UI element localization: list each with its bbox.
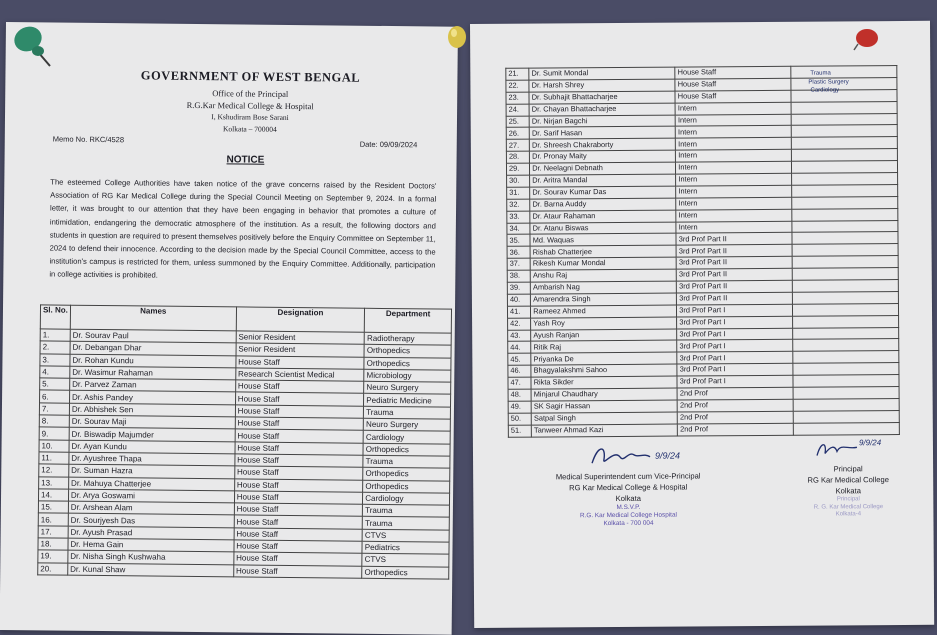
row-number: 13. <box>39 476 69 489</box>
row-number: 5. <box>40 378 70 391</box>
row-name: Dr. Harsh Shrey <box>529 79 675 92</box>
row-name: Rameez Ahmed <box>531 305 677 318</box>
header-sl: Sl. No. <box>40 305 70 329</box>
notice-page-right <box>470 21 934 628</box>
row-designation: Intern <box>676 197 792 210</box>
office-line: Office of the Principal <box>212 88 289 99</box>
row-designation: 3rd Prof Part II <box>676 257 792 270</box>
row-name: Dr. Arshean Alam <box>68 501 234 515</box>
row-number: 46. <box>508 365 531 377</box>
row-name: Dr. Shreesh Chakraborty <box>529 138 675 151</box>
row-number: 30. <box>507 175 530 187</box>
row-designation: House Staff <box>234 466 363 480</box>
green-pin-icon <box>8 22 58 68</box>
row-department-empty <box>793 315 899 328</box>
row-name: Dr. Abhishek Sen <box>69 403 235 417</box>
row-number: 28. <box>506 151 529 163</box>
row-department-empty <box>791 101 897 114</box>
row-number: 37. <box>507 258 530 270</box>
header-department: Department <box>365 308 452 333</box>
row-name: Dr. Biswadip Majumder <box>69 428 235 442</box>
row-name: Dr. Nirjan Bagchi <box>529 115 675 128</box>
row-designation: 2nd Prof <box>677 399 793 412</box>
row-department: Trauma <box>363 455 450 468</box>
row-designation: House Staff <box>234 478 363 492</box>
row-designation: House Staff <box>235 380 364 394</box>
row-name: Dr. Mahuya Chatterjee <box>69 477 235 491</box>
row-number: 34. <box>507 223 530 235</box>
row-department-empty <box>793 363 899 376</box>
row-designation: 2nd Prof <box>677 411 793 424</box>
row-department: Orthopedics <box>363 443 450 456</box>
principal-city: Kolkata <box>835 486 861 496</box>
principal-stamp-line: Principal <box>836 496 860 503</box>
row-name: Dr. Kunal Shaw <box>68 563 234 577</box>
msvp-stamp-line: Kolkata - 700 004 <box>603 519 654 528</box>
row-department-empty <box>793 291 899 304</box>
row-number: 15. <box>38 501 68 514</box>
row-name: Priyanka De <box>531 352 677 365</box>
header-names: Names <box>70 305 236 331</box>
row-number: 11. <box>39 452 69 465</box>
row-name: Dr. Neelagni Debnath <box>530 162 676 175</box>
notice-body: The esteemed College Authorities have taken notice of the grave concerns raised by the Resident Doctors' Association of RG Kar Medical College during the Special Council Meeting on September 9, 2024. In a formal letter, it was brought to our attention that they have been engaging in behavior that promotes a culture of intimidation, endangering the democratic atmosphere of the institution. As a result, the following doctors and students in question are required to present themselves positively before the Enquiry Committee on September 11, 2024 to defend their innocence. According to the decision made by the Special Council Committee, access to the institution's campus is restricted for them, unless summoned by the Enquiry Committee. Additionally, participation in college activities is prohibited. <box>49 177 437 281</box>
row-department-empty <box>792 280 898 293</box>
row-designation: House Staff <box>234 540 363 554</box>
row-name: Rishab Chatterjee <box>530 245 676 258</box>
row-department-empty <box>792 244 898 257</box>
row-name: Ambarish Nag <box>530 281 676 294</box>
row-number: 42. <box>508 318 531 330</box>
row-number: 20. <box>38 563 68 576</box>
row-designation: 3rd Prof Part I <box>677 364 793 377</box>
row-designation: 3rd Prof Part I <box>677 340 793 353</box>
header-designation: Designation <box>236 307 365 332</box>
row-designation: 3rd Prof Part II <box>676 233 792 246</box>
row-department: Trauma <box>362 517 449 530</box>
row-number: 21. <box>506 68 529 80</box>
row-designation: Intern <box>676 185 792 198</box>
row-designation: Research Scientist Medical <box>236 368 365 382</box>
msvp-signature <box>588 441 658 471</box>
row-name: Dr. Subhajit Bhattacharjee <box>529 91 675 104</box>
row-designation: House Staff <box>234 552 363 566</box>
row-department-empty <box>791 137 897 150</box>
row-designation: 2nd Prof <box>677 387 793 400</box>
side-note: Plastic Surgery <box>808 78 849 86</box>
accused-table-left <box>37 304 452 579</box>
row-department: CTVS <box>362 554 449 567</box>
row-number: 27. <box>506 139 529 151</box>
row-designation: House Staff <box>234 528 363 542</box>
row-number: 44. <box>508 342 531 354</box>
row-name: Dr. Pronay Maity <box>530 150 676 163</box>
row-designation: House Staff <box>236 356 365 370</box>
row-designation: House Staff <box>235 405 364 419</box>
row-name: Dr. Parvez Zaman <box>70 378 236 392</box>
principal-college: RG Kar Medical College <box>807 475 889 485</box>
government-title: GOVERNMENT OF WEST BENGAL <box>140 68 361 85</box>
row-name: Dr. Sourav Maji <box>69 415 235 429</box>
row-name: Ritik Raj <box>531 341 677 354</box>
row-name: Dr. Arya Goswami <box>68 489 234 503</box>
row-number: 2. <box>40 341 70 354</box>
row-department-empty <box>792 161 898 174</box>
row-designation: House Staff <box>234 491 363 505</box>
principal-signature-block <box>773 433 924 520</box>
row-designation: Intern <box>676 221 792 234</box>
row-name: Rikesh Kumar Mondal <box>530 257 676 270</box>
row-department-empty <box>793 351 899 364</box>
row-number: 32. <box>507 199 530 211</box>
row-department: Pediatric Medicine <box>364 394 451 407</box>
row-designation: 3rd Prof Part I <box>677 375 793 388</box>
row-name: Dr. Suman Hazra <box>69 464 235 478</box>
row-department: Orthopedics <box>363 480 450 493</box>
msvp-stamp-line: M.S.V.P. <box>616 503 641 511</box>
row-name: Dr. Atanu Biswas <box>530 222 676 235</box>
row-number: 48. <box>508 389 531 401</box>
row-name: Dr. Ayush Prasad <box>68 526 234 540</box>
row-number: 51. <box>508 425 531 437</box>
row-name: Anshu Raj <box>530 269 676 282</box>
row-department: Orthopedics <box>364 357 451 370</box>
row-number: 45. <box>508 353 531 365</box>
row-department-empty <box>792 232 898 245</box>
row-department: Orthopedics <box>362 566 449 579</box>
row-name: Rikta Sikder <box>531 376 677 389</box>
row-name: Dr. Ayan Kundu <box>69 440 235 454</box>
row-department-empty <box>792 256 898 269</box>
row-name: Dr. Sourav Paul <box>70 329 236 343</box>
institution-line: R.G.Kar Medical College & Hospital <box>186 99 314 112</box>
side-note: Trauma <box>810 70 831 77</box>
row-department: Cardiology <box>363 431 450 444</box>
red-pin-icon <box>852 26 880 52</box>
row-number: 40. <box>507 294 530 306</box>
row-designation: 3rd Prof Part I <box>677 304 793 317</box>
row-department-empty <box>793 398 899 411</box>
msvp-title: Medical Superintendent cum Vice-Principal <box>555 471 701 482</box>
row-designation: House Staff <box>235 392 364 406</box>
row-number: 49. <box>508 401 531 413</box>
row-number: 3. <box>40 353 70 366</box>
row-name: Bhagyalakshmi Sahoo <box>531 364 677 377</box>
side-note: Cardiology <box>810 87 840 94</box>
accused-table-right <box>505 65 900 437</box>
row-department: Pediatrics <box>362 541 449 554</box>
row-number: 47. <box>508 377 531 389</box>
row-department: CTVS <box>362 529 449 542</box>
notice-heading: NOTICE <box>226 154 265 166</box>
row-number: 4. <box>40 366 70 379</box>
row-name: Dr. Chayan Bhattacharjee <box>529 103 675 116</box>
row-name: Dr. Ashis Pandey <box>69 391 235 405</box>
row-name: Dr. Sourav Kumar Das <box>530 186 676 199</box>
row-number: 10. <box>39 440 69 453</box>
row-designation: House Staff <box>675 90 791 103</box>
row-number: 12. <box>39 464 69 477</box>
row-number: 9. <box>39 427 69 440</box>
row-department-empty <box>793 303 899 316</box>
row-department: Radiotherapy <box>364 332 451 345</box>
row-number: 36. <box>507 246 530 258</box>
row-name: Dr. Wasimur Rahaman <box>70 366 236 380</box>
principal-title: Principal <box>833 464 863 474</box>
row-name: Dr. Ataur Rahaman <box>530 210 676 223</box>
msvp-signature-block <box>503 440 754 529</box>
row-name: Dr. Sarif Hasan <box>529 127 675 140</box>
msvp-city: Kolkata <box>615 493 642 503</box>
msvp-handwritten-date: 9/9/24 <box>654 450 681 461</box>
row-department-empty <box>791 125 897 138</box>
row-department: Neuro Surgery <box>364 381 451 394</box>
row-number: 16. <box>38 513 68 526</box>
row-designation: Intern <box>675 102 791 115</box>
row-name: Dr. Barna Auddy <box>530 198 676 211</box>
row-department-empty <box>793 387 899 400</box>
row-number: 41. <box>507 306 530 318</box>
memo-number: Memo No. RKC/4528 <box>52 134 125 145</box>
msvp-college: RG Kar Medical College & Hospital <box>569 482 688 493</box>
row-number: 17. <box>38 526 68 539</box>
row-number: 6. <box>40 390 70 403</box>
row-designation: 2nd Prof <box>678 423 794 436</box>
row-number: 38. <box>507 270 530 282</box>
row-name: Tanweer Ahmad Kazi <box>531 424 677 437</box>
row-number: 18. <box>38 538 68 551</box>
row-designation: Senior Resident <box>236 343 365 357</box>
row-name: Dr. Ayushree Thapa <box>69 452 235 466</box>
row-number: 43. <box>508 330 531 342</box>
msvp-stamp-line: R.G. Kar Medical College Hospital <box>579 511 677 520</box>
row-name: Dr. Aritra Mandal <box>530 174 676 187</box>
row-number: 39. <box>507 282 530 294</box>
row-name: Md. Waquas <box>530 234 676 247</box>
row-department-empty <box>791 113 897 126</box>
row-designation: Intern <box>676 138 792 151</box>
row-number: 24. <box>506 104 529 116</box>
row-number: 33. <box>507 211 530 223</box>
row-number: 7. <box>39 403 69 416</box>
row-designation: House Staff <box>235 429 364 443</box>
principal-stamp-line: Kolkata-4 <box>835 511 862 518</box>
row-department: Neuro Surgery <box>364 418 451 431</box>
row-number: 25. <box>506 116 529 128</box>
memo-date: Date: 09/09/2024 <box>359 139 418 150</box>
row-designation: Intern <box>676 149 792 162</box>
row-department-empty <box>792 268 898 281</box>
row-designation: House Staff <box>675 66 791 79</box>
row-department-empty <box>792 208 898 221</box>
row-designation: 3rd Prof Part I <box>677 316 793 329</box>
row-department-empty <box>793 339 899 352</box>
row-department: Cardiology <box>363 492 450 505</box>
row-name: Amarendra Singh <box>531 293 677 306</box>
row-number: 8. <box>39 415 69 428</box>
row-designation: 3rd Prof Part II <box>677 292 793 305</box>
row-department: Trauma <box>363 504 450 517</box>
notice-page-left <box>0 22 458 635</box>
row-designation: House Staff <box>233 565 362 579</box>
row-department-empty <box>793 327 899 340</box>
principal-stamp-line: R. G. Kar Medical College <box>813 503 884 511</box>
row-department: Orthopedics <box>363 468 450 481</box>
row-department-empty <box>792 196 898 209</box>
principal-signature <box>813 435 863 463</box>
row-designation: Intern <box>676 209 792 222</box>
row-number: 29. <box>506 163 529 175</box>
row-department: Microbiology <box>364 369 451 382</box>
row-designation: 3rd Prof Part II <box>676 268 792 281</box>
city-line: Kolkata – 700004 <box>222 124 277 134</box>
row-department-empty <box>793 410 899 423</box>
principal-handwritten-date: 9/9/24 <box>858 438 882 448</box>
row-name: Yash Roy <box>531 317 677 330</box>
row-designation: 3rd Prof Part II <box>676 245 792 258</box>
row-designation: House Staff <box>234 503 363 517</box>
row-designation: 3rd Prof Part I <box>677 352 793 365</box>
row-designation: House Staff <box>235 454 364 468</box>
row-name: Dr. Sourjyesh Das <box>68 514 234 528</box>
row-designation: Intern <box>675 114 791 127</box>
row-number: 26. <box>506 128 529 140</box>
handwritten-side-notes <box>796 69 849 95</box>
row-name: Ayush Ranjan <box>531 329 677 342</box>
row-number: 14. <box>38 489 68 502</box>
row-department-empty <box>792 220 898 233</box>
row-name: Dr. Sumit Mondal <box>529 67 675 80</box>
row-number: 19. <box>38 550 68 563</box>
row-department: Orthopedics <box>364 345 451 358</box>
row-designation: Intern <box>676 161 792 174</box>
row-designation: House Staff <box>234 515 363 529</box>
row-name: Dr. Rohan Kundu <box>70 354 236 368</box>
row-name: SK Sagir Hassan <box>531 400 677 413</box>
row-designation: House Staff <box>675 78 791 91</box>
row-designation: Intern <box>676 126 792 139</box>
row-designation: House Staff <box>235 442 364 456</box>
row-number: 50. <box>508 413 531 425</box>
row-name: Dr. Hema Gain <box>68 538 234 552</box>
row-department-empty <box>792 173 898 186</box>
row-name: Dr. Nisha Singh Kushwaha <box>68 551 234 565</box>
row-number: 35. <box>507 235 530 247</box>
row-department-empty <box>793 375 899 388</box>
row-number: 23. <box>506 92 529 104</box>
row-department-empty <box>792 184 898 197</box>
row-department-empty <box>792 149 898 162</box>
street-line: I, Kshudiram Bose Sarani <box>211 112 289 122</box>
row-number: 22. <box>506 80 529 92</box>
row-name: Minjarul Chaudhary <box>531 388 677 401</box>
row-designation: Senior Resident <box>236 331 365 345</box>
row-designation: 3rd Prof Part II <box>677 280 793 293</box>
row-name: Dr. Debangan Dhar <box>70 341 236 355</box>
row-designation: 3rd Prof Part I <box>677 328 793 341</box>
row-designation: House Staff <box>235 417 364 431</box>
yellow-pin-icon <box>444 24 470 52</box>
row-number: 31. <box>507 187 530 199</box>
row-number: 1. <box>40 329 70 342</box>
row-name: Satpal Singh <box>531 412 677 425</box>
row-designation: Intern <box>676 173 792 186</box>
row-department: Trauma <box>364 406 451 419</box>
